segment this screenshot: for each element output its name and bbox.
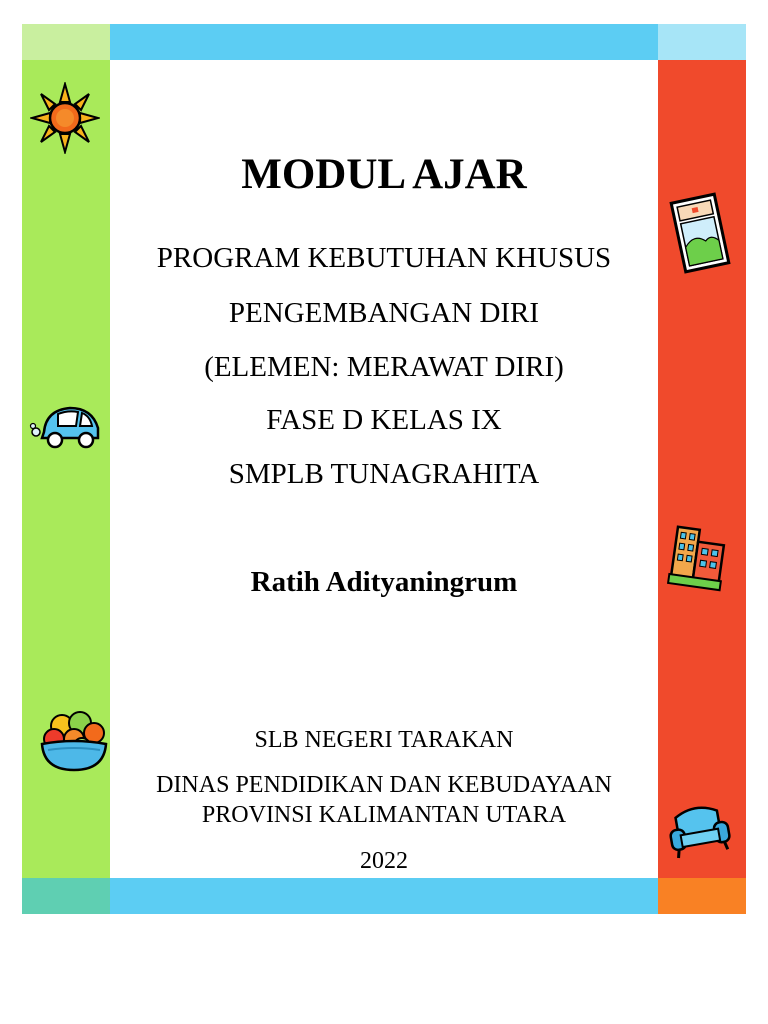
subtitle-line: PENGEMBANGAN DIRI	[228, 297, 540, 329]
author-name: Ratih Adityaningrum	[250, 566, 518, 598]
border-right	[658, 60, 746, 878]
institution-line: SLB NEGERI TARAKAN	[254, 727, 514, 753]
border-corner-bottom-left	[22, 878, 110, 914]
fruit-bowl-icon	[36, 706, 112, 774]
institution-line: DINAS PENDIDIKAN DAN KEBUDAYAAN	[156, 772, 612, 798]
cover-title: MODUL AJAR	[241, 151, 527, 198]
subtitle-line: FASE D KELAS IX	[266, 404, 502, 436]
border-corner-bottom-right	[658, 878, 746, 914]
subtitle-line: PROGRAM KEBUTUHAN KHUSUS	[156, 242, 612, 274]
window-icon	[668, 192, 732, 274]
car-icon	[28, 402, 104, 452]
border-corner-top-right	[658, 24, 746, 60]
sun-icon	[30, 82, 100, 154]
border-bottom	[110, 878, 658, 914]
sofa-icon	[664, 800, 734, 860]
institution-line: PROVINSI KALIMANTAN UTARA	[201, 802, 567, 828]
building-icon	[666, 520, 732, 594]
publication-year: 2022	[360, 848, 408, 874]
subtitle-line: SMPLB TUNAGRAHITA	[228, 458, 540, 490]
border-corner-top-left	[22, 24, 110, 60]
subtitle-line: (ELEMEN: MERAWAT DIRI)	[204, 351, 564, 383]
border-top	[110, 24, 658, 60]
